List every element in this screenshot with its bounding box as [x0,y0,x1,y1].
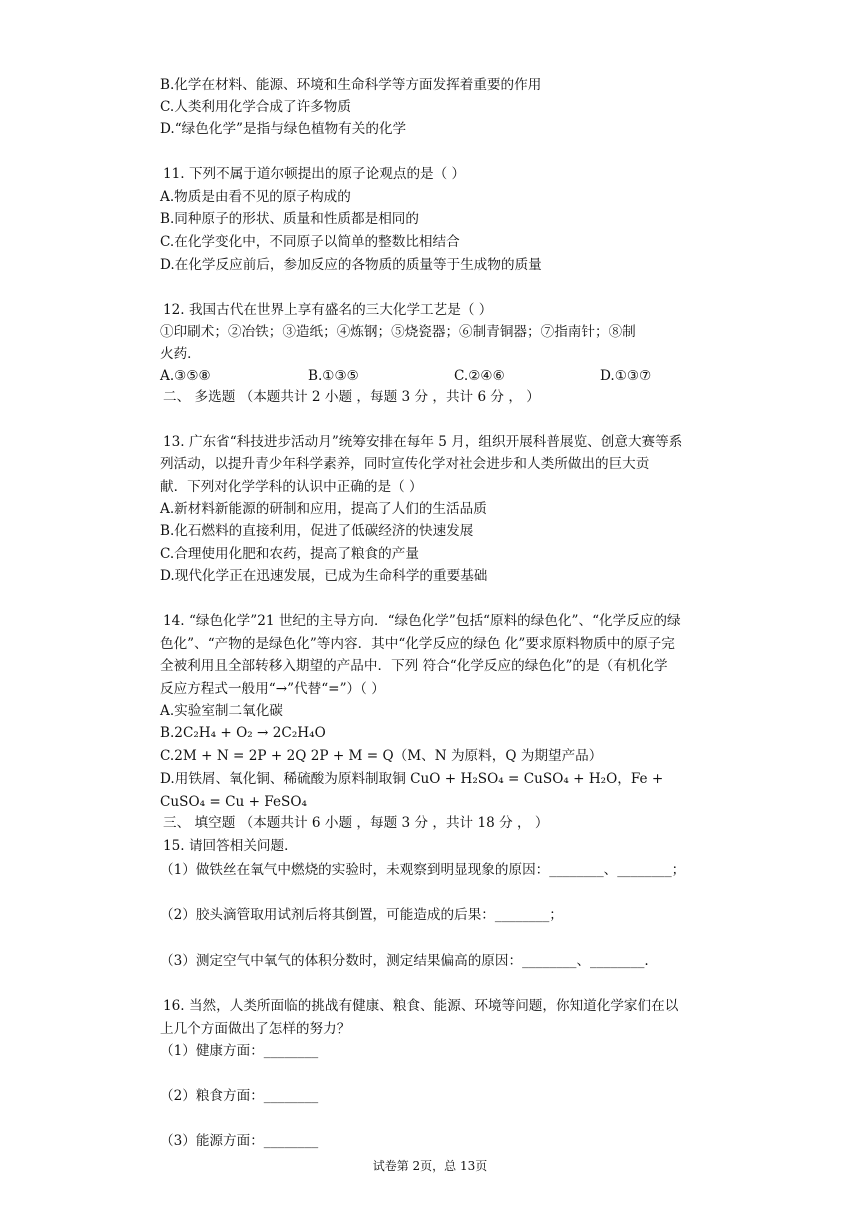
q14-stem-line4: 反应方程式一般用“→”代替“=”）（ ） [160,681,385,697]
q12-items-line-cont: 火药． [160,346,201,362]
q14-option-a: A.实验室制二氧化碳 [160,703,283,719]
q12-option-b: B.①③⑤ [308,368,359,384]
q13-stem-line3: 献．下列对化学学科的认识中正确的是（ ） [160,479,423,495]
q13-option-d: D.现代化学正在迅速发展，已成为生命科学的重要基础 [160,568,488,584]
q11-option-c: C.在化学变化中，不同原子以简单的整数比相结合 [160,234,460,250]
q14-option-b: B.2C₂H₄ + O₂ → 2C₂H₄O [160,725,326,741]
q15-part2: （2）胶头滴管取用试剂后将其倒置，可能造成的后果：________； [160,907,563,923]
q15-part1: （1）做铁丝在氧气中燃烧的实验时，未观察到明显现象的原因：________、________； [160,862,686,878]
q11-option-b: B.同种原子的形状、质量和性质都是相同的 [160,211,419,227]
q12-stem: 12. 我国古代在世界上享有盛名的三大化学工艺是（ ） [163,302,493,318]
q12-option-d: D.①③⑦ [600,368,652,384]
q10-option-c: C.人类利用化学合成了许多物质 [160,99,351,115]
q13-option-c: C.合理使用化肥和农药，提高了粮食的产量 [160,546,419,562]
q10-option-d: D.“绿色化学”是指与绿色植物有关的化学 [160,121,407,137]
page-footer: 试卷第 2页，总 13页 [372,1159,488,1173]
q14-option-d-line2: CuSO₄ = Cu + FeSO₄ [160,794,307,810]
q12-option-c: C.②④⑥ [454,368,505,384]
q13-option-b: B.化石燃料的直接利用，促进了低碳经济的快速发展 [160,523,474,539]
q15-part3: （3）测定空气中氧气的体积分数时，测定结果偏高的原因：________、________. [160,953,649,969]
section-heading-multi-choice: 二、 多选题 （本题共计 2 小题 ，每题 3 分 ，共计 6 分 ， ） [163,389,540,405]
q13-stem-line1: 13. 广东省“科技进步活动月”统筹安排在每年 5 月，组织开展科普展览、创意大赛等系 [163,434,683,450]
q11-option-d: D.在化学反应前后，参加反应的各物质的质量等于生成物的质量 [160,257,542,273]
q10-option-b: B.化学在材料、能源、环境和生命科学等方面发挥着重要的作用 [160,77,542,93]
q13-option-a: A.新材料新能源的研制和应用，提高了人们的生活品质 [160,501,487,517]
q16-part1: （1）健康方面：________ [160,1043,319,1059]
q14-stem-line3: 全被利用且全部转移入期望的产品中．下列 符合“化学反应的绿色化”的是（有机化学 [160,658,668,674]
q14-stem-line2: 色化”、“产物的是绿色化”等内容．其中“化学反应的绿色 化”要求原料物质中的原子完 [160,636,675,652]
q14-stem-line1: 14. “绿色化学”21 世纪的主导方向．“绿色化学”包括“原料的绿色化”、“化学反应的绿 [163,613,681,629]
q12-items-line: ①印刷术；②冶铁；③造纸；④炼钢；⑤烧瓷器；⑥制青铜器；⑦指南针；⑧制 [160,324,636,340]
q16-stem-line2: 上几个方面做出了怎样的努力？ [160,1021,351,1037]
q14-option-d-line1: D.用铁屑、氧化铜、稀硫酸为原料制取铜 CuO + H₂SO₄ = CuSO₄ + H₂O，Fe + [160,771,664,787]
q16-part3: （3）能源方面：________ [160,1133,319,1149]
q11-stem: 11. 下列不属于道尔顿提出的原子论观点的是（ ） [163,166,466,182]
section-heading-fill-blank: 三、 填空题 （本题共计 6 小题 ，每题 3 分 ，共计 18 分 ， ） [163,815,549,831]
q12-option-a: A.③⑤⑧ [160,368,211,384]
q14-option-c: C.2M + N = 2P + 2Q 2P + M = Q（M、N 为原料，Q 为期望产品） [160,748,603,764]
q11-option-a: A.物质是由看不见的原子构成的 [160,189,351,205]
q15-stem: 15. 请回答相关问题． [163,838,298,854]
q16-stem-line1: 16. 当然，人类所面临的挑战有健康、粮食、能源、环境等问题，你知道化学家们在以 [163,998,679,1014]
q13-stem-line2: 列活动，以提升青少年科学素养，同时宣传化学对社会进步和人类所做出的巨大贡 [160,456,650,472]
q16-part2: （2）粮食方面：________ [160,1088,319,1104]
